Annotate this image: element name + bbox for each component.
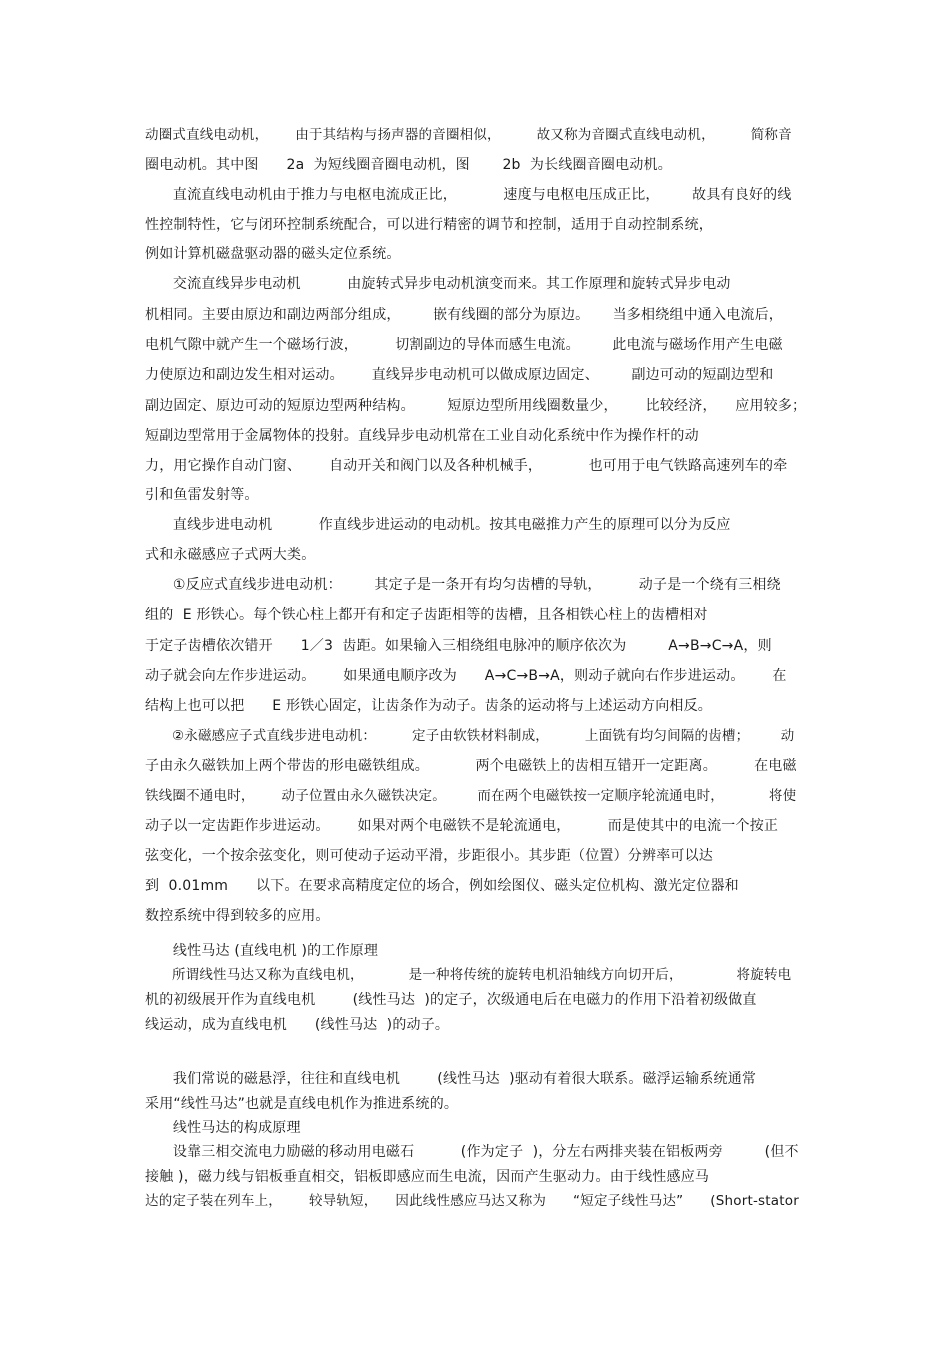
text-line: 式和永磁感应子式两大类。 [145,547,316,563]
text-line: 铁线圈不通电时， 动子位置由永久磁铁决定。 而在两个电磁铁按一定顺序轮流通电时， 将使 [145,788,797,804]
text-line: 直流直线电动机由于推力与电枢电流成正比， 速度与电枢电压成正比， 故具有良好的线 [145,187,792,203]
text-line: 引和鱼雷发射等。 [145,487,259,503]
text-line: 组的 E 形铁心。每个铁心柱上都开有和定子齿距相等的齿槽，且各相铁心柱上的齿槽相对 [145,607,708,623]
text-line: 机的初级展开作为直线电机 (线性马达 )的定子，次级通电后在电磁力的作用下沿着初级做直 [145,992,757,1008]
text-line: 设靠三相交流电力励磁的移动用电磁石 (作为定子 )，分左右两排夹装在铝板两旁 (但不 [145,1144,799,1160]
text-line: 短副边型常用于金属物体的投射。直线异步电动机常在工业自动化系统中作为操作杆的动 [145,428,699,444]
text-line: 子由永久磁铁加上两个带齿的形电磁铁组成。 两个电磁铁上的齿相互错开一定距离。 在电磁 [145,758,797,774]
text-line: 机相同。主要由原边和副边两部分组成， 嵌有线圈的部分为原边。 当多相绕组中通入电流后， [145,307,783,323]
text-line: 采用“线性马达”也就是直线电机作为推进系统的。 [145,1096,459,1112]
text-line: ②永磁感应子式直线步进电动机： 定子由软铁材料制成， 上面铣有均匀间隔的齿槽； 动 [145,728,795,744]
text-line: ①反应式直线步进电动机： 其定子是一条开有均匀齿槽的导轨， 动子是一个绕有三相绕 [145,577,781,593]
text-line: 我们常说的磁悬浮，往往和直线电机 (线性马达 )驱动有着很大联系。磁浮运输系统通常 [145,1071,757,1087]
text-line: 电机气隙中就产生一个磁场行波， 切割副边的导体而感生电流。 此电流与磁场作用产生电磁 [145,337,783,353]
section-heading: 线性马达的构成原理 [145,1120,301,1136]
text-line: 例如计算机磁盘驱动器的磁头定位系统。 [145,246,401,262]
text-line: 动子以一定齿距作步进运动。 如果对两个电磁铁不是轮流通电， 而是使其中的电流一个按正 [145,818,779,834]
text-line: 性控制特性，它与闭环控制系统配合，可以进行精密的调节和控制，适用于自动控制系统， [145,217,713,233]
text-line: 接触 )，磁力线与铝板垂直相交，铝板即感应而生电流，因而产生驱动力。由于线性感应马 [145,1169,710,1185]
text-line: 动子就会向左作步进运动。 如果通电顺序改为 A→C→B→A，则动子就向右作步进运动。 在 [145,668,787,684]
text-line: 力使原边和副边发生相对运动。 直线异步电动机可以做成原边固定、 副边可动的短副边型和 [145,367,774,383]
text-line: 圈电动机。其中图 2a 为短线圈音圈电动机，图 2b 为长线圈音圈电动机。 [145,157,672,173]
text-line: 力，用它操作自动门窗、 自动开关和阀门以及各种机械手， 也可用于电气铁路高速列车的牵 [145,458,788,474]
text-line: 到 0.01mm 以下。在要求高精度定位的场合，例如绘图仪、磁头定位机构、激光定位器和 [145,878,739,894]
text-line: 直线步进电动机 作直线步进运动的电动机。按其电磁推力产生的原理可以分为反应 [145,517,731,533]
text-line: 达的定子装在列车上， 较导轨短， 因此线性感应马达又称为 “短定子线性马达” (Short-stator [145,1193,799,1209]
text-line: 线运动，成为直线电机 (线性马达 )的动子。 [145,1017,450,1033]
text-line: 弦变化，一个按余弦变化，则可使动子运动平滑，步距很小。其步距（位置）分辨率可以达 [145,848,713,864]
text-line: 交流直线异步电动机 由旋转式异步电动机演变而来。其工作原理和旋转式异步电动 [145,276,731,292]
text-line: 结构上也可以把 E 形铁心固定，让齿条作为动子。齿条的运动将与上述运动方向相反。 [145,698,712,714]
text-line: 于定子齿槽依次错开 1／3 齿距。如果输入三相绕组电脉冲的顺序依次为 A→B→C→A，则 [145,638,772,654]
text-line: 数控系统中得到较多的应用。 [145,908,330,924]
text-line: 所谓线性马达又称为直线电机， 是一种将传统的旋转电机沿轴线方向切开后， 将旋转电 [145,967,792,983]
text-line: 副边固定、原边可动的短原边型两种结构。 短原边型所用线圈数量少， 比较经济， 应用较多； [145,398,807,414]
text-line: 动圈式直线电动机， 由于其结构与扬声器的音圈相似， 故又称为音圈式直线电动机， 简称音 [145,127,792,143]
section-heading: 线性马达 (直线电机 )的工作原理 [145,943,379,959]
